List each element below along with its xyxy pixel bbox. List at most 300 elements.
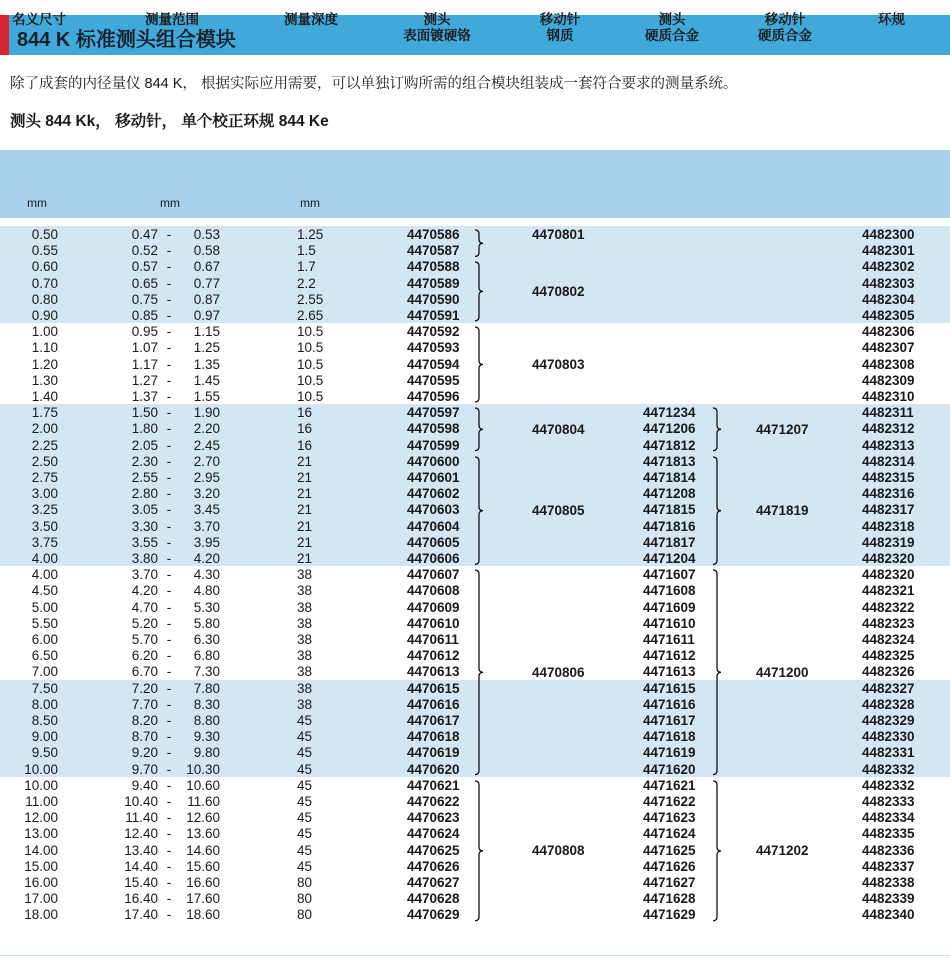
range-min-cell: 15.40 [124,875,158,890]
chrome-head-code-cell: 4470604 [407,518,460,534]
range-min-cell: 3.80 [131,551,158,566]
nominal-size-cell: 3.00 [31,486,58,502]
header-depth: 测量深度 [284,12,338,27]
depth-cell: 10.5 [297,324,324,340]
depth-cell: 2.55 [297,291,324,307]
range-max-cell: 0.87 [193,291,220,307]
range-min-cell: 1.27 [131,372,158,388]
nominal-size-cell: 4.00 [31,551,58,566]
carbide-head-code-cell: 4471208 [643,486,696,502]
depth-cell: 21 [297,518,313,534]
range-min-cell: 1.17 [131,356,158,372]
depth-cell: 2.2 [297,275,316,291]
steel-pin-code: 4470801 [532,227,585,242]
range-dash: - [166,615,172,631]
range-dash: - [166,599,172,615]
carbide-pin-code: 4471200 [756,664,809,680]
steel-pin-code: 4470805 [532,502,585,518]
ring-gauge-code-cell: 4482335 [862,826,915,842]
range-min-cell: 14.40 [124,858,158,874]
steel-pin-code: 4470804 [532,421,585,437]
range-dash: - [166,891,172,907]
depth-cell: 21 [297,453,313,469]
chrome-head-code-cell: 4470613 [407,664,460,680]
depth-cell: 21 [297,502,313,518]
depth-cell: 16 [297,437,313,453]
depth-cell: 10.5 [297,340,324,356]
ring-gauge-code-cell: 4482323 [862,615,915,631]
depth-cell: 10.5 [297,389,324,404]
chrome-head-code-cell: 4470590 [407,291,460,307]
range-max-cell: 4.20 [193,551,220,566]
chrome-head-group-brace [474,229,486,257]
depth-cell: 80 [297,875,313,890]
range-dash: - [166,389,172,404]
chrome-head-code-cell: 4470625 [407,842,460,858]
range-min-cell: 1.80 [131,421,158,437]
depth-cell: 21 [297,470,313,485]
range-min-cell: 11.40 [125,810,158,826]
range-min-cell: 1.37 [131,389,158,404]
carbide-head-code-cell: 4471624 [643,826,696,842]
range-dash: - [166,745,172,761]
carbide-head-code-cell: 4471616 [643,696,696,712]
carbide-head-code-cell: 4471613 [643,664,696,680]
range-dash: - [166,907,172,923]
ring-gauge-code-cell: 4482324 [862,632,915,647]
carbide-head-code-cell: 4471204 [643,551,696,566]
ring-gauge-code-cell: 4482333 [862,794,915,809]
ring-gauge-code-cell: 4482319 [862,534,915,550]
range-min-cell: 5.70 [131,632,158,647]
depth-cell: 45 [297,842,313,858]
ring-gauge-code-cell: 4482320 [862,567,915,583]
range-min-cell: 3.05 [131,502,158,518]
nominal-size-cell: 10.00 [24,777,58,793]
chrome-head-code-cell: 4470621 [407,777,460,793]
depth-cell: 80 [297,891,313,907]
chrome-head-code-cell: 4470628 [407,891,460,907]
chrome-head-code-cell: 4470610 [407,615,460,631]
nominal-size-cell: 8.50 [31,713,58,728]
ring-gauge-code-cell: 4482316 [862,486,915,502]
chrome-head-code-cell: 4470626 [407,858,460,874]
chrome-head-code-cell: 4470620 [407,761,460,777]
range-dash: - [166,518,172,534]
depth-cell: 45 [297,745,313,761]
range-dash: - [166,453,172,469]
range-min-cell: 1.07 [131,340,158,356]
chrome-head-code-cell: 4470605 [407,534,460,550]
range-max-cell: 3.70 [193,518,220,534]
ring-gauge-code-cell: 4482317 [862,502,915,518]
range-min-cell: 3.30 [131,518,158,534]
nominal-size-cell: 1.10 [31,340,58,356]
nominal-size-cell: 9.00 [31,729,58,745]
depth-cell: 45 [297,810,313,826]
ring-gauge-code-cell: 4482325 [862,648,915,664]
range-max-cell: 1.55 [193,389,220,404]
carbide-head-code-cell: 4471612 [643,648,696,664]
range-max-cell: 0.77 [193,275,220,291]
range-max-cell: 5.80 [193,615,220,631]
range-max-cell: 2.95 [193,470,220,485]
ring-gauge-code-cell: 4482331 [862,745,915,761]
depth-cell: 38 [297,615,313,631]
carbide-head-code-cell: 4471622 [643,794,696,809]
range-min-cell: 0.65 [131,275,158,291]
nominal-size-cell: 3.25 [31,502,58,518]
header-pin-carbide: 移动针 硬质合金 [758,12,812,43]
intro-paragraph: 除了成套的内径量仪 844 K， 根据实际应用需要，可以单独订购所需的组合模块组装成一套符合要求的测量系统。 [10,76,738,92]
range-min-cell: 5.20 [131,615,158,631]
depth-cell: 38 [297,567,313,583]
range-dash: - [166,810,172,826]
range-min-cell: 16.40 [124,891,158,907]
carbide-head-code-cell: 4471234 [643,405,696,421]
range-max-cell: 9.80 [193,745,220,761]
range-min-cell: 0.47 [131,227,158,242]
depth-cell: 38 [297,664,313,680]
depth-cell: 38 [297,632,313,647]
range-max-cell: 11.60 [187,794,220,809]
depth-cell: 16 [297,405,313,421]
range-min-cell: 0.52 [131,243,158,259]
ring-gauge-code-cell: 4482340 [862,907,915,923]
range-max-cell: 3.95 [193,534,220,550]
chrome-head-group-brace [474,326,486,403]
depth-cell: 38 [297,680,313,696]
chrome-head-code-cell: 4470607 [407,567,460,583]
depth-cell: 1.7 [297,259,316,275]
nominal-size-cell: 7.50 [31,680,58,696]
range-min-cell: 3.70 [131,567,158,583]
range-dash: - [166,583,172,599]
section-subtitle: 测头 844 Kk， 移动针， 单个校正环规 844 Ke [10,113,329,130]
nominal-size-cell: 13.00 [24,826,58,842]
carbide-head-code-cell: 4471816 [643,518,696,534]
range-dash: - [166,437,172,453]
carbide-head-group-brace [712,407,724,452]
chrome-head-code-cell: 4470608 [407,583,460,599]
ring-gauge-code-cell: 4482329 [862,713,915,728]
chrome-head-code-cell: 4470623 [407,810,460,826]
range-min-cell: 2.80 [131,486,158,502]
range-min-cell: 9.20 [131,745,158,761]
range-max-cell: 1.45 [193,372,220,388]
range-max-cell: 7.80 [193,680,220,696]
depth-cell: 45 [297,858,313,874]
ring-gauge-code-cell: 4482322 [862,599,915,615]
range-max-cell: 9.30 [193,729,220,745]
steel-pin-code: 4470802 [532,283,585,299]
chrome-head-code-cell: 4470588 [407,259,460,275]
ring-gauge-code-cell: 4482327 [862,680,915,696]
range-max-cell: 5.30 [193,599,220,615]
nominal-size-cell: 3.75 [31,534,58,550]
chrome-head-code-cell: 4470595 [407,372,460,388]
range-min-cell: 0.57 [131,259,158,275]
nominal-size-cell: 4.50 [31,583,58,599]
nominal-size-cell: 9.50 [31,745,58,761]
header-head-chrome: 测头 表面镀硬铬 [403,12,471,43]
range-min-cell: 8.20 [131,713,158,728]
chrome-head-code-cell: 4470603 [407,502,460,518]
page-title: 844 K 标准测头组合模块 [17,29,236,51]
range-max-cell: 7.30 [193,664,220,680]
nominal-size-cell: 11.00 [25,794,58,809]
nominal-size-cell: 1.40 [31,389,58,404]
carbide-head-code-cell: 4471817 [643,534,696,550]
header-range: 测量范围 [145,12,199,27]
ring-gauge-code-cell: 4482334 [862,810,915,826]
nominal-size-cell: 1.00 [31,324,58,340]
range-min-cell: 4.20 [131,583,158,599]
ring-gauge-code-cell: 4482314 [862,453,915,469]
range-max-cell: 6.80 [193,648,220,664]
carbide-head-code-cell: 4471627 [643,875,696,890]
range-max-cell: 12.60 [186,810,220,826]
chrome-head-group-brace [474,407,486,452]
carbide-head-code-cell: 4471607 [643,567,696,583]
carbide-head-code-cell: 4471621 [643,777,696,793]
range-max-cell: 10.30 [186,761,220,777]
carbide-head-code-cell: 4471813 [643,453,696,469]
header-size: 名义尺寸 [12,12,66,27]
nominal-size-cell: 7.00 [31,664,58,680]
carbide-head-group-brace [712,780,724,922]
ring-gauge-code-cell: 4482318 [862,518,915,534]
carbide-head-code-cell: 4471629 [643,907,696,923]
range-max-cell: 17.60 [186,891,220,907]
range-min-cell: 2.30 [131,453,158,469]
chrome-head-code-cell: 4470618 [407,729,460,745]
chrome-head-code-cell: 4470599 [407,437,460,453]
range-min-cell: 6.20 [131,648,158,664]
nominal-size-cell: 8.00 [31,696,58,712]
range-dash: - [166,356,172,372]
nominal-size-cell: 12.00 [24,810,58,826]
range-dash: - [166,567,172,583]
chrome-head-code-cell: 4470627 [407,875,460,890]
depth-cell: 45 [297,713,313,728]
chrome-head-code-cell: 4470629 [407,907,460,923]
carbide-head-code-cell: 4471623 [643,810,696,826]
depth-cell: 10.5 [297,356,324,372]
nominal-size-cell: 1.75 [31,405,58,421]
chrome-head-group-brace [474,780,486,922]
range-max-cell: 2.70 [193,453,220,469]
ring-gauge-code-cell: 4482332 [862,777,915,793]
nominal-size-cell: 0.80 [31,291,58,307]
depth-cell: 45 [297,826,313,842]
chrome-head-code-cell: 4470593 [407,340,460,356]
range-dash: - [166,761,172,777]
header-ring: 环规 [878,12,905,27]
depth-cell: 21 [297,486,313,502]
nominal-size-cell: 5.50 [31,615,58,631]
carbide-head-code-cell: 4471628 [643,891,696,907]
nominal-size-cell: 0.60 [31,259,58,275]
ring-gauge-code-cell: 4482321 [862,583,915,599]
range-dash: - [166,259,172,275]
title-accent-bar [0,15,9,55]
range-max-cell: 0.58 [193,243,220,259]
chrome-head-code-cell: 4470597 [407,405,460,421]
range-max-cell: 1.90 [193,405,220,421]
ring-gauge-code-cell: 4482310 [862,389,915,404]
ring-gauge-code-cell: 4482337 [862,858,915,874]
chrome-head-code-cell: 4470600 [407,453,460,469]
chrome-head-code-cell: 4470616 [407,696,460,712]
depth-cell: 38 [297,648,313,664]
range-dash: - [166,632,172,647]
nominal-size-cell: 18.00 [24,907,58,923]
carbide-head-code-cell: 4471812 [643,437,696,453]
carbide-pin-code: 4471819 [756,502,809,518]
chrome-head-code-cell: 4470594 [407,356,460,372]
unit-range: mm [160,196,180,210]
nominal-size-cell: 1.30 [31,372,58,388]
range-dash: - [166,324,172,340]
range-dash: - [166,842,172,858]
bottom-rule [0,955,950,956]
range-max-cell: 3.45 [193,502,220,518]
unit-depth: mm [300,196,320,210]
range-max-cell: 0.53 [193,227,220,242]
carbide-head-code-cell: 4471206 [643,421,696,437]
range-dash: - [166,275,172,291]
range-min-cell: 9.70 [131,761,158,777]
ring-gauge-code-cell: 4482326 [862,664,915,680]
carbide-head-code-cell: 4471610 [643,615,696,631]
ring-gauge-code-cell: 4482315 [862,470,915,485]
steel-pin-code: 4470806 [532,664,585,680]
nominal-size-cell: 0.90 [31,308,58,323]
range-dash: - [166,648,172,664]
ring-gauge-code-cell: 4482304 [862,291,915,307]
chrome-head-code-cell: 4470598 [407,421,460,437]
steel-pin-code: 4470808 [532,842,585,858]
nominal-size-cell: 14.00 [24,842,58,858]
range-max-cell: 6.30 [193,632,220,647]
range-max-cell: 0.97 [193,308,220,323]
range-dash: - [166,470,172,485]
depth-cell: 80 [297,907,313,923]
steel-pin-code: 4470803 [532,356,585,372]
ring-gauge-code-cell: 4482301 [862,243,915,259]
range-min-cell: 2.55 [131,470,158,485]
range-min-cell: 7.70 [131,696,158,712]
range-min-cell: 6.70 [131,664,158,680]
ring-gauge-code-cell: 4482303 [862,275,915,291]
ring-gauge-code-cell: 4482313 [862,437,915,453]
chrome-head-code-cell: 4470601 [407,470,460,485]
nominal-size-cell: 2.00 [31,421,58,437]
range-max-cell: 10.60 [186,777,220,793]
nominal-size-cell: 16.00 [24,875,58,890]
range-dash: - [166,534,172,550]
range-min-cell: 8.70 [131,729,158,745]
depth-cell: 21 [297,534,313,550]
ring-gauge-code-cell: 4482300 [862,227,915,242]
range-max-cell: 16.60 [186,875,220,890]
range-dash: - [166,405,172,421]
range-min-cell: 12.40 [124,826,158,842]
range-dash: - [166,794,172,809]
range-max-cell: 4.80 [193,583,220,599]
chrome-head-code-cell: 4470591 [407,308,460,323]
range-max-cell: 8.80 [193,713,220,728]
ring-gauge-code-cell: 4482339 [862,891,915,907]
range-min-cell: 9.40 [131,777,158,793]
ring-gauge-code-cell: 4482336 [862,842,915,858]
range-dash: - [166,696,172,712]
depth-cell: 38 [297,583,313,599]
nominal-size-cell: 0.70 [31,275,58,291]
depth-cell: 45 [297,794,313,809]
ring-gauge-code-cell: 4482308 [862,356,915,372]
range-dash: - [166,308,172,323]
range-max-cell: 1.25 [193,340,220,356]
range-dash: - [166,875,172,890]
nominal-size-cell: 2.75 [31,470,58,485]
range-max-cell: 1.35 [193,356,220,372]
nominal-size-cell: 6.50 [31,648,58,664]
chrome-head-code-cell: 4470592 [407,324,460,340]
depth-cell: 38 [297,599,313,615]
carbide-head-code-cell: 4471625 [643,842,696,858]
range-min-cell: 0.85 [131,308,158,323]
range-dash: - [166,486,172,502]
depth-cell: 2.65 [297,308,324,323]
chrome-head-code-cell: 4470609 [407,599,460,615]
chrome-head-code-cell: 4470587 [407,243,460,259]
chrome-head-code-cell: 4470617 [407,713,460,728]
carbide-head-code-cell: 4471609 [643,599,696,615]
chrome-head-group-brace [474,456,486,565]
chrome-head-group-brace [474,569,486,776]
chrome-head-code-cell: 4470622 [407,794,460,809]
carbide-head-code-cell: 4471608 [643,583,696,599]
chrome-head-code-cell: 4470615 [407,680,460,696]
depth-cell: 45 [297,761,313,777]
table-header [0,150,950,218]
range-min-cell: 0.95 [131,324,158,340]
ring-gauge-code-cell: 4482332 [862,761,915,777]
range-dash: - [166,502,172,518]
chrome-head-code-cell: 4470619 [407,745,460,761]
ring-gauge-code-cell: 4482302 [862,259,915,275]
range-dash: - [166,227,172,242]
depth-cell: 45 [297,729,313,745]
carbide-head-code-cell: 4471617 [643,713,696,728]
nominal-size-cell: 1.20 [31,356,58,372]
range-min-cell: 0.75 [131,291,158,307]
chrome-head-code-cell: 4470624 [407,826,460,842]
range-max-cell: 2.20 [193,421,220,437]
range-dash: - [166,858,172,874]
carbide-pin-code: 4471202 [756,842,809,858]
range-min-cell: 13.40 [124,842,158,858]
range-max-cell: 0.67 [193,259,220,275]
depth-cell: 1.5 [297,243,316,259]
range-min-cell: 2.05 [131,437,158,453]
nominal-size-cell: 0.50 [31,227,58,242]
nominal-size-cell: 3.50 [31,518,58,534]
chrome-head-code-cell: 4470611 [407,632,459,647]
range-min-cell: 4.70 [131,599,158,615]
